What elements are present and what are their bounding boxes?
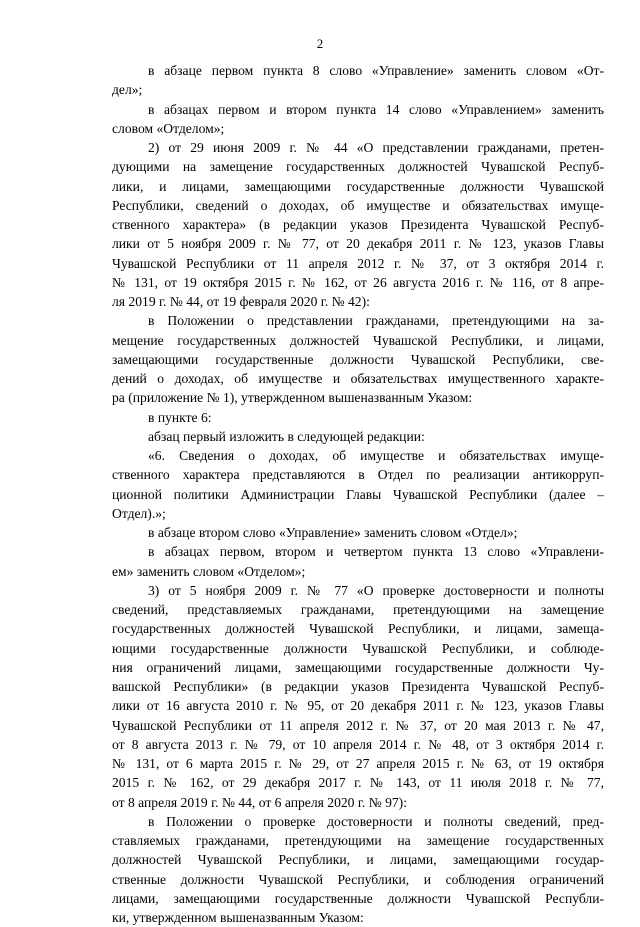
text-line: от 8 апреля 2019 г. № 44, от 6 апреля 2020 г. № 97):	[112, 794, 407, 810]
text-line: сведений, представляемых гражданами, претендующими на замещение	[112, 602, 604, 617]
text-line: «6. Сведения о доходах, об имуществе и обязательствах имуще-	[148, 448, 604, 463]
text-line: Отдел).»;	[112, 505, 166, 521]
text-line: должностей Чувашской Республики, и лицами, замещающими государ-	[112, 852, 604, 868]
text-line: № 131, от 19 октября 2015 г. № 162, от 26 августа 2016 г. № 116, от 8 апре-	[112, 274, 604, 290]
text-line: лицами, замещающими государственные должности Чувашской Республи-	[112, 890, 604, 906]
text-line: замещающими государственные должности Чувашской Республики, све-	[112, 351, 604, 367]
text-line: дений о доходах, об имуществе и обязательствах имущественного характе-	[112, 371, 604, 386]
text-line: мещение государственных должностей Чувашской Республики, и лицами,	[112, 332, 604, 348]
text-line: словом «Отделом»;	[112, 120, 225, 136]
text-line: Чувашской Республики от 11 апреля 2012 г. № 37, от 20 мая 2013 г. № 47,	[112, 717, 604, 733]
text-line: абзац первый изложить в следующей редакции:	[148, 428, 425, 444]
text-line: ставляемых гражданами, претендующими на замещение государственных	[112, 833, 604, 848]
text-line: государственных должностей Чувашской Республики, и лицами, замеща-	[112, 621, 604, 637]
text-line: лики от 16 августа 2010 г. № 95, от 20 декабря 2011 г. № 123, указов Главы	[112, 698, 604, 714]
text-line: ственные должности Чувашской Республики, и соблюдения ограничений	[112, 871, 604, 887]
text-line: ем» заменить словом «Отделом»;	[112, 563, 306, 579]
text-line: ра (приложение № 1), утвержденном вышеназванным Указом:	[112, 390, 473, 406]
text-line: ственного характера представляются в Отдел по реализации антикорруп-	[112, 467, 604, 483]
text-line: в пункте 6:	[148, 409, 212, 425]
text-line: лики, и лицами, замещающими государственные должности Чувашской	[112, 178, 604, 194]
page-number: 2	[316, 36, 324, 51]
text-line: ки, утвержденном вышеназванным Указом:	[112, 910, 364, 925]
text-line: вашской Республики» (в редакции указов Президента Чувашской Респуб-	[112, 679, 604, 694]
text-line: в Положении о проверке достоверности и полноты сведений, пред-	[148, 813, 604, 829]
text-line: дел»;	[112, 82, 143, 98]
text-line: № 131, от 6 марта 2015 г. № 29, от 27 апреля 2015 г. № 63, от 19 октября	[112, 756, 604, 771]
text-line: в абзацах первом, втором и четвертом пункта 13 слово «Управлени-	[148, 544, 604, 560]
text-line: ственного характера» (в редакции указов Президента Чувашской Респуб-	[112, 217, 604, 232]
text-line: в Положении о представлении гражданами, претендующими на за-	[148, 313, 604, 329]
text-line: дующими на замещение государственных должностей Чувашской Респуб-	[112, 159, 604, 175]
text-line: ционной политики Администрации Главы Чувашской Республики (далее –	[112, 486, 604, 502]
text-line: 2015 г. № 162, от 29 декабря 2017 г. № 143, от 11 июля 2018 г. № 77,	[112, 775, 604, 791]
text-line: Республики, сведений о доходах, об имуществе и обязательствах имуще-	[112, 197, 604, 213]
text-line: ющими государственные должности Чувашской Республики, и соблюде-	[112, 640, 604, 656]
text-line: от 8 августа 2013 г. № 79, от 10 апреля 2014 г. № 48, от 3 октября 2014 г.	[112, 736, 604, 752]
text-line: 3) от 5 ноября 2009 г. № 77 «О проверке достоверности и полноты	[148, 582, 604, 598]
text-line: ля 2019 г. № 44, от 19 февраля 2020 г. № 42):	[112, 294, 370, 309]
text-line: в абзацах первом и втором пункта 14 слово «Управлением» заменить	[148, 101, 604, 117]
text-line: Чувашской Республики от 11 апреля 2012 г. № 37, от 3 октября 2014 г.	[112, 255, 604, 271]
text-line: ния ограничений лицами, замещающими государственные должности Чу-	[112, 659, 604, 675]
text-line: в абзаце втором слово «Управление» заменить словом «Отдел»;	[148, 525, 518, 540]
text-line: в абзаце первом пункта 8 слово «Управление» заменить словом «От-	[148, 63, 604, 78]
text-line: лики от 5 ноября 2009 г. № 77, от 20 декабря 2011 г. № 123, указов Главы	[112, 236, 604, 252]
text-line: 2) от 29 июня 2009 г. № 44 «О представлении гражданами, претен-	[148, 140, 604, 155]
